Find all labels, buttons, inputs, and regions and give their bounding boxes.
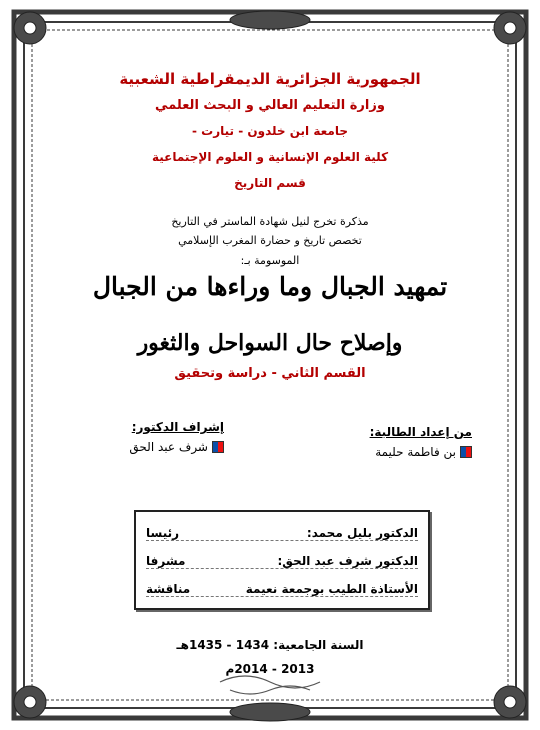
thesis-title-line-3: القسم الثاني - دراسة وتحقيق bbox=[174, 366, 366, 381]
bullet-icon bbox=[212, 441, 224, 453]
university-title: جامعة ابن خلدون - تيارت - bbox=[192, 124, 348, 138]
memo-line-2: تخصص تاريخ و حضارة المغرب الإسلامي bbox=[178, 234, 362, 247]
preparation-label: من إعداد الطالبة: bbox=[369, 425, 472, 439]
republic-title: الجمهورية الجزائرية الديمقراطية الشعبية bbox=[119, 70, 421, 88]
thesis-title-line-2: وإصلاح حال السواحل والثغور bbox=[137, 330, 403, 356]
top-ornament bbox=[230, 11, 310, 29]
department-title: قسم التاريخ bbox=[234, 176, 306, 190]
student-name: بن فاطمة حليمة bbox=[375, 445, 456, 459]
committee-row bbox=[146, 574, 418, 597]
bottom-ornament bbox=[230, 703, 310, 721]
committee-member-role: مناقشة bbox=[146, 582, 191, 596]
committee-member-name: الدكتور بليل محمد: bbox=[306, 526, 418, 540]
committee-row bbox=[146, 518, 418, 541]
supervisor-name: شرف عبد الحق bbox=[129, 440, 208, 454]
committee-panel bbox=[134, 510, 430, 610]
supervision-block bbox=[104, 420, 224, 454]
memo-line-3: الموسومة بـ: bbox=[240, 254, 300, 267]
committee-row bbox=[146, 546, 418, 569]
faculty-title: كلية العلوم الإنسانية و العلوم الإجتماعية bbox=[151, 150, 389, 164]
bullet-icon bbox=[460, 446, 472, 458]
academic-year-hijri: السنة الجامعية: 1434 - 1435هـ bbox=[176, 638, 364, 652]
memo-line-1: مذكرة تخرج لنيل شهادة الماستر في التاريخ bbox=[171, 215, 369, 228]
thesis-title-line-1: تمهيد الجبال وما وراءها من الجبال bbox=[92, 272, 448, 301]
committee-member-role: مشرفا bbox=[146, 554, 186, 568]
committee-member-role: رئيسا bbox=[146, 526, 180, 540]
supervision-label: إشراف الدكتور: bbox=[131, 420, 224, 434]
preparation-block bbox=[352, 425, 472, 459]
cover-page bbox=[60, 40, 480, 680]
committee-member-name: الأستاذة الطيب بوجمعة نعيمة bbox=[245, 582, 418, 596]
academic-year-gregorian: 2013 - 2014م bbox=[225, 662, 315, 676]
ministry-title: وزارة التعليم العالي و البحث العلمي bbox=[155, 98, 385, 113]
committee-member-name: الدكتور شرف عبد الحق: bbox=[277, 554, 418, 568]
